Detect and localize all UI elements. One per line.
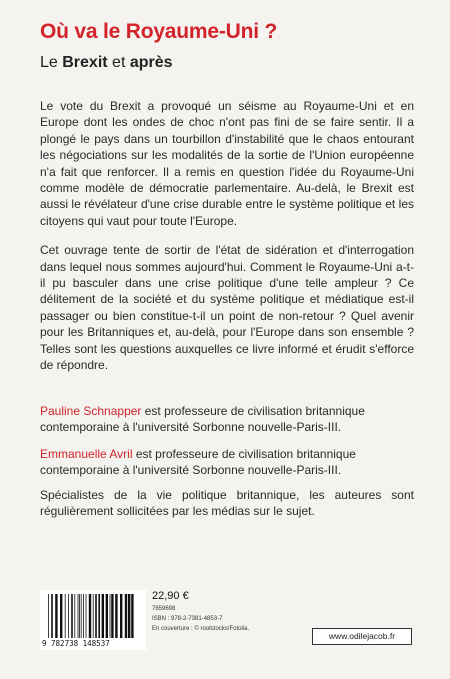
subtitle-brexit: Brexit [62, 54, 108, 71]
author-bio [40, 446, 414, 479]
barcode-bars [46, 594, 140, 638]
author-description: est professeure de civilisation britannique contemporaine à l'université Sorbonne nouvelle-Paris-III. [40, 446, 356, 478]
book-title: Où va le Royaume-Uni ? [40, 20, 278, 43]
closing-text: Spécialistes de la vie politique britannique, les auteures sont régulièrement sollicitées par les médias sur le sujet. [40, 488, 414, 519]
subtitle-prefix: Le [40, 54, 63, 71]
author-bios [40, 403, 414, 489]
author-bio [40, 403, 414, 436]
barcode [40, 590, 146, 650]
website-link[interactable]: www.odilejacob.fr [312, 628, 412, 645]
author-description: est professeure de civilisation britannique contemporaine à l'université Sorbonne nouvelle-Paris-III. [40, 404, 365, 435]
subtitle-middle: et [107, 54, 130, 71]
isbn: ISBN : 978-2-7381-4853-7 [152, 616, 223, 622]
closing-note [40, 487, 414, 520]
book-subtitle [40, 54, 173, 72]
barcode-digits: 9 782738 148537 [42, 639, 110, 648]
author-name: Emmanuelle Avril [40, 446, 133, 461]
blurb-paragraph: Le vote du Brexit a provoqué un séisme au Royaume-Uni et en Europe dont les ondes de choc n'ont pas fini de se faire sentir. Il a plongé le pays dans un tourbillon d'instabilité que le chaos entourant les négociations sur les modalités de la sortie de l'Union européenne n'a fait que renforcer. Il a remis en question l'idée du Royaume-Uni comme modèle de démocratie parlementaire. Au-delà, le Brexit est aussi le révélateur d'une crise durable entre le système politique et les citoyens qui vaut pour toute l'Europe. [40, 99, 414, 228]
price: 22,90 € [152, 590, 189, 602]
blurb-paragraph: Cet ouvrage tente de sortir de l'état de sidération et d'interrogation dans lequel nous sommes aujourd'hui. Comment le Royaume-Uni a-t-il pu basculer dans une crise politique d'une telle ampleur ? Ce délitement de la société et du système politique et médiatique est-il passager ou bien constitue-t-il un point de non-retour ? Quel avenir pour les Britanniques et, au-delà, pour l'Europe dans son ensemble ? Telles sont les questions auxquelles ce livre informé et érudit s'efforce de répondre. [40, 243, 414, 373]
author-name: Pauline Schnapper [40, 404, 142, 418]
reference-number: 7659698 [152, 606, 176, 612]
cover-credit: En couverture : © rootstocks/Fotolia. [152, 626, 250, 632]
subtitle-apres: après [129, 54, 173, 71]
blurb [40, 98, 414, 387]
